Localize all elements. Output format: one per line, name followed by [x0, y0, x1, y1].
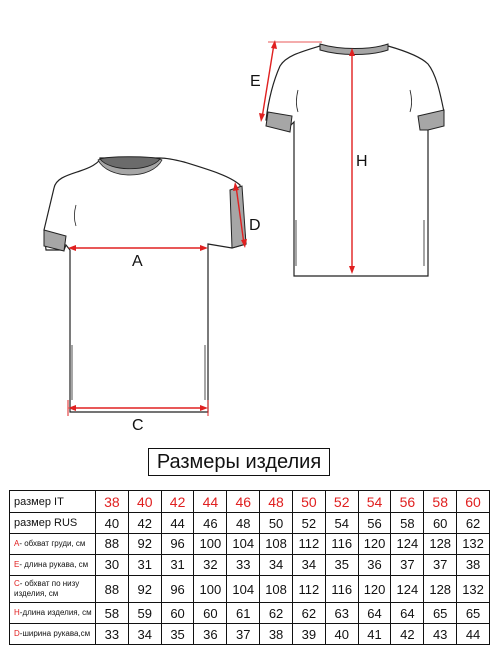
table-cell: 60 [161, 603, 194, 624]
row-label: размер IT [14, 495, 64, 508]
label-A: A [132, 253, 143, 270]
table-cell: 30 [96, 554, 129, 575]
table-cell: 34 [292, 554, 325, 575]
table-cell: 52 [325, 491, 358, 513]
table-cell: 63 [325, 603, 358, 624]
table-row-size-rus [10, 513, 490, 534]
table-cell: 56 [358, 513, 391, 534]
table-row-sleeve-length [10, 554, 490, 575]
table-cell: 39 [292, 624, 325, 645]
table-cell: 92 [128, 534, 161, 555]
row-header [10, 491, 96, 513]
front-view [44, 157, 261, 434]
table-cell: 52 [292, 513, 325, 534]
table-cell: 96 [161, 534, 194, 555]
table-cell: 120 [358, 575, 391, 602]
table-cell: 40 [96, 513, 129, 534]
table-cell: 50 [260, 513, 293, 534]
table-cell: 104 [227, 534, 260, 555]
table-row-length [10, 603, 490, 624]
table-cell: 60 [457, 491, 490, 513]
table-cell: 60 [424, 513, 457, 534]
table-cell: 100 [194, 534, 227, 555]
table-cell: 48 [227, 513, 260, 534]
table-cell: 64 [358, 603, 391, 624]
table-cell: 44 [194, 491, 227, 513]
table-cell: 58 [391, 513, 424, 534]
table-cell: 42 [128, 513, 161, 534]
table-cell: 88 [96, 575, 129, 602]
table-cell: 132 [457, 575, 490, 602]
row-key: C [14, 579, 20, 588]
table-cell: 31 [128, 554, 161, 575]
row-header [10, 624, 96, 645]
row-header [10, 534, 96, 555]
table-cell: 38 [260, 624, 293, 645]
table-cell: 40 [128, 491, 161, 513]
table-cell: 124 [391, 534, 424, 555]
table-cell: 88 [96, 534, 129, 555]
table-cell: 54 [325, 513, 358, 534]
table-cell: 44 [161, 513, 194, 534]
table-cell: 62 [457, 513, 490, 534]
back-body-outline [266, 46, 444, 276]
table-cell: 92 [128, 575, 161, 602]
table-cell: 32 [194, 554, 227, 575]
table-cell: 124 [391, 575, 424, 602]
table-cell: 62 [260, 603, 293, 624]
row-key: A [14, 538, 20, 548]
back-left-sleeve-cuff [266, 112, 292, 132]
table-cell: 61 [227, 603, 260, 624]
table-cell: 116 [325, 575, 358, 602]
row-label: - длина рукава, см [19, 559, 89, 569]
row-label: -ширина рукава,см [19, 629, 91, 639]
table-cell: 42 [391, 624, 424, 645]
table-cell: 65 [457, 603, 490, 624]
table-cell: 46 [194, 513, 227, 534]
table-cell: 38 [96, 491, 129, 513]
table-cell: 132 [457, 534, 490, 555]
table-cell: 112 [292, 575, 325, 602]
row-label: -длина изделия, см [19, 608, 92, 618]
table-cell: 36 [358, 554, 391, 575]
table-cell: 104 [227, 575, 260, 602]
table-cell: 64 [391, 603, 424, 624]
table-cell: 58 [424, 491, 457, 513]
table-cell: 43 [424, 624, 457, 645]
row-label: - обхват по низу изделия, см [14, 579, 80, 598]
table-cell: 65 [424, 603, 457, 624]
table-cell: 112 [292, 534, 325, 555]
table-cell: 41 [358, 624, 391, 645]
table-cell: 31 [161, 554, 194, 575]
table-cell: 33 [96, 624, 129, 645]
table-cell: 34 [128, 624, 161, 645]
table-cell: 58 [96, 603, 129, 624]
section-title: Размеры изделия [148, 448, 330, 476]
table-cell: 34 [260, 554, 293, 575]
table-cell: 42 [161, 491, 194, 513]
table-cell: 38 [457, 554, 490, 575]
table-cell: 100 [194, 575, 227, 602]
row-header [10, 575, 96, 602]
row-key: D [14, 629, 20, 639]
row-label: - обхват груди, см [19, 538, 86, 548]
back-collar [320, 44, 388, 55]
table-cell: 108 [260, 534, 293, 555]
row-header [10, 603, 96, 624]
table-cell: 46 [227, 491, 260, 513]
table-cell: 116 [325, 534, 358, 555]
label-C: C [132, 417, 144, 434]
label-E: E [250, 73, 261, 90]
table-cell: 44 [457, 624, 490, 645]
table-cell: 40 [325, 624, 358, 645]
table-cell: 96 [161, 575, 194, 602]
row-key: H [14, 608, 20, 618]
size-table [9, 490, 490, 645]
table-cell: 35 [325, 554, 358, 575]
table-cell: 54 [358, 491, 391, 513]
row-label: размер RUS [14, 517, 78, 530]
row-header [10, 554, 96, 575]
table-cell: 37 [391, 554, 424, 575]
table-cell: 120 [358, 534, 391, 555]
label-H: H [356, 153, 368, 170]
front-body-outline [44, 158, 246, 412]
table-cell: 37 [227, 624, 260, 645]
table-row-chest [10, 534, 490, 555]
table-cell: 48 [260, 491, 293, 513]
label-D: D [249, 217, 261, 234]
table-cell: 59 [128, 603, 161, 624]
table-cell: 33 [227, 554, 260, 575]
table-cell: 108 [260, 575, 293, 602]
table-row-sleeve-width [10, 624, 490, 645]
table-cell: 37 [424, 554, 457, 575]
table-cell: 35 [161, 624, 194, 645]
table-row-hem [10, 575, 490, 602]
row-header [10, 513, 96, 534]
table-cell: 36 [194, 624, 227, 645]
table-cell: 56 [391, 491, 424, 513]
back-view [250, 40, 444, 276]
table-cell: 60 [194, 603, 227, 624]
table-cell: 128 [424, 534, 457, 555]
table-cell: 128 [424, 575, 457, 602]
table-cell: 50 [292, 491, 325, 513]
table-row-size-it [10, 491, 490, 513]
row-key: E [14, 559, 20, 569]
table-cell: 62 [292, 603, 325, 624]
